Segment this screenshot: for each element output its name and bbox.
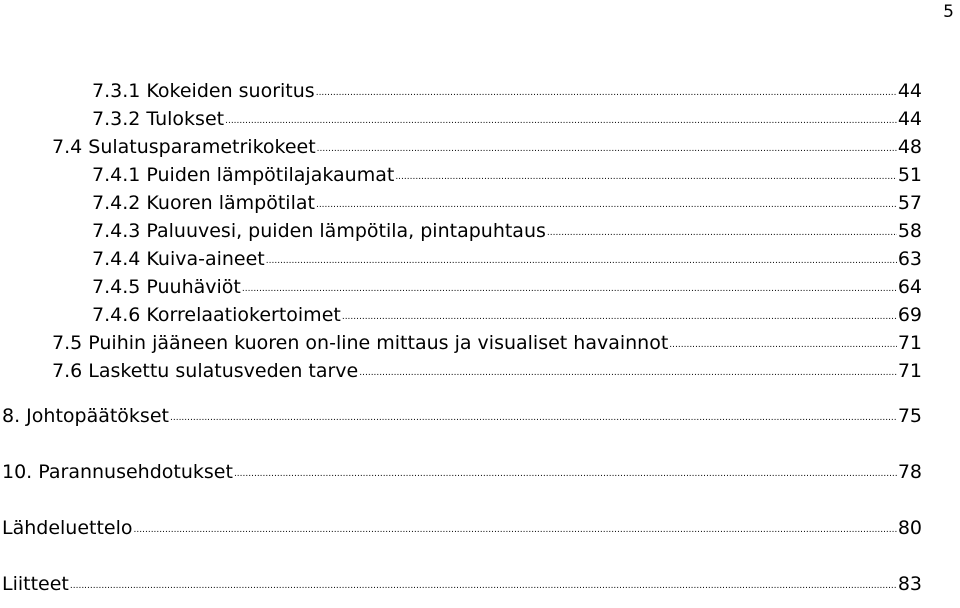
toc-entry-page: 48 (897, 136, 922, 158)
toc-entry-title: 7.4.4 Kuiva-aineet (92, 248, 265, 270)
toc-entry-7-3-1[interactable] (92, 76, 922, 102)
page-number: 5 (943, 2, 954, 22)
toc-entry-7-5[interactable] (52, 328, 922, 354)
toc-entry-title: Lähdeluettelo (2, 517, 133, 539)
toc-entry-page: 69 (897, 304, 922, 326)
dot-leader (669, 341, 897, 350)
toc-entry-liitteet[interactable] (2, 569, 922, 595)
toc-entry-7-4[interactable] (52, 132, 922, 158)
toc-entry-7-4-2[interactable] (92, 188, 922, 214)
toc-entry-title: 7.6 Laskettu sulatusveden tarve (52, 360, 359, 382)
toc-entry-8[interactable] (2, 401, 922, 427)
toc-entry-title: Liitteet (2, 573, 69, 595)
toc-entry-7-3-2[interactable] (92, 104, 922, 130)
toc-entry-title: 7.4.5 Puuhäviöt (92, 276, 241, 298)
toc-entry-title: 7.3.1 Kokeiden suoritus (92, 80, 315, 102)
toc-entry-title: 7.4 Sulatusparametrikokeet (52, 136, 316, 158)
dot-leader (134, 526, 897, 535)
dot-leader (547, 229, 897, 238)
toc-entry-7-4-1[interactable] (92, 160, 922, 186)
dot-leader (395, 173, 897, 182)
dot-leader (242, 285, 897, 294)
toc-entry-page: 44 (897, 108, 922, 130)
dot-leader (316, 89, 897, 98)
dot-leader (317, 145, 897, 154)
dot-leader (342, 313, 897, 322)
dot-leader (70, 582, 897, 591)
toc-entry-page: 83 (897, 573, 922, 595)
toc-entry-7-4-5[interactable] (92, 272, 922, 298)
dot-leader (316, 201, 897, 210)
toc-entry-title: 8. Johtopäätökset (2, 405, 169, 427)
toc-entry-title: 7.4.6 Korrelaatiokertoimet (92, 304, 341, 326)
toc-entry-title: 7.4.1 Puiden lämpötilajakaumat (92, 164, 395, 186)
toc-entry-page: 44 (897, 80, 922, 102)
toc-entry-10[interactable] (2, 457, 922, 483)
toc-entry-page: 57 (897, 192, 922, 214)
toc-entry-7-4-4[interactable] (92, 244, 922, 270)
toc-entry-page: 80 (897, 517, 922, 539)
toc-entry-title: 7.3.2 Tulokset (92, 108, 225, 130)
dot-leader (359, 369, 897, 378)
toc-entry-title: 10. Parannusehdotukset (2, 461, 233, 483)
toc-entry-page: 71 (897, 332, 922, 354)
toc-entry-page: 63 (897, 248, 922, 270)
toc-entry-lahdeluettelo[interactable] (2, 513, 922, 539)
toc-entry-title: 7.4.2 Kuoren lämpötilat (92, 192, 315, 214)
toc-entry-title: 7.4.3 Paluuvesi, puiden lämpötila, pintapuhtaus (92, 220, 546, 242)
dot-leader (234, 470, 897, 479)
toc-entry-page: 58 (897, 220, 922, 242)
toc-entry-page: 75 (897, 405, 922, 427)
dot-leader (266, 257, 897, 266)
dot-leader (170, 414, 897, 423)
toc-entry-7-4-6[interactable] (92, 300, 922, 326)
toc-entry-page: 64 (897, 276, 922, 298)
toc-entry-7-4-3[interactable] (92, 216, 922, 242)
toc-entry-page: 51 (897, 164, 922, 186)
toc-entry-page: 71 (897, 360, 922, 382)
toc-entry-7-6[interactable] (52, 356, 922, 382)
toc-entry-page: 78 (897, 461, 922, 483)
toc-entry-title: 7.5 Puihin jääneen kuoren on-line mittaus ja visualiset havainnot (52, 332, 669, 354)
dot-leader (225, 117, 897, 126)
